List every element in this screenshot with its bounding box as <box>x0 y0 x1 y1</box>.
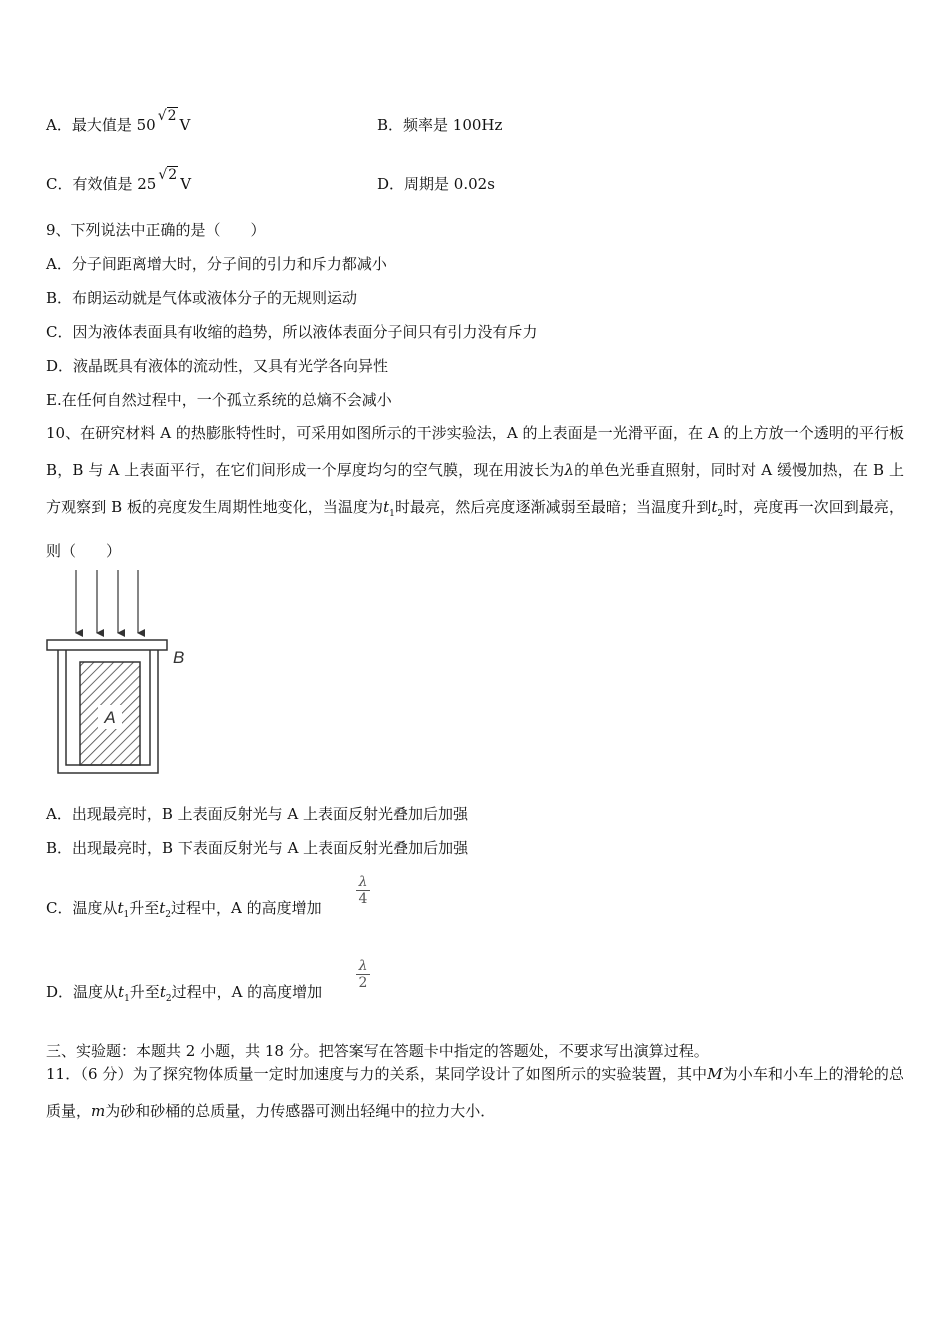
fraction-lambda-over-4: $\frac{\lambda}{4}$ <box>356 874 370 907</box>
sqrt-symbol: √2 <box>157 108 177 124</box>
q10-stem: 10、在研究材料 A 的热膨胀特性时，可采用如图所示的干涉实验法，A 的上表面是一光滑平面，在 A 的上方放一个透明的平行板 B，B 与 A 上表面平行，在它们间形成一个厚度均匀的空气膜，现在用波长为λ的单色光垂直照射，同时对 A 缓慢加热，在 B 上方观察到 B 板的亮度发生周期性地变化，当温度为$t_1$时最亮，然后亮度逐渐减弱至最暗；当温度升到$t_2$时，亮度再一次回到最亮，则（ ） <box>46 424 904 560</box>
section-heading: 三、实验题：本题共 2 小题，共 18 分。把答案写在答题卡中指定的答题处，不要求写出演算过程。 <box>46 1042 709 1060</box>
q9-option-a: A．分子间距离增大时，分子间的引力和斥力都减小 <box>46 255 387 273</box>
q9-option-e: E.在任何自然过程中，一个孤立系统的总熵不会减小 <box>46 391 392 409</box>
label-b: B <box>173 648 185 667</box>
q10-option-b: B．出现最亮时，B 下表面反射光与 A 上表面反射光叠加后加强 <box>46 839 469 857</box>
q11-stem: 11．（6 分）为了探究物体质量一定时加速度与力的关系，某同学设计了如图所示的实验装置，其中M为小车和小车上的滑轮的总质量，m为砂和砂桶的总质量，力传感器可测出轻绳中的拉力大小． <box>46 1065 904 1120</box>
q9-stem: 9、下列说法中正确的是（ ） <box>46 221 266 239</box>
q8-option-d: D．周期是 0.02s <box>377 175 495 193</box>
q9-option-b: B．布朗运动就是气体或液体分子的无规则运动 <box>46 289 358 307</box>
q8-option-a: A．最大值是 50 √2 V <box>46 108 191 134</box>
sqrt-symbol: √2 <box>158 167 178 183</box>
q9-option-c: C．因为液体表面具有收缩的趋势，所以液体表面分子间只有引力没有斥力 <box>46 323 538 341</box>
label-a: A <box>104 708 116 727</box>
q10-option-d: D．温度从$t_1$升至$t_2$过程中，A 的高度增加 <box>46 983 323 1004</box>
fraction-lambda-over-2: $\frac{\lambda}{2}$ <box>356 958 370 991</box>
q8-option-c: C．有效值是 25 √2 V <box>46 167 192 193</box>
light-arrows <box>76 570 138 633</box>
q10-option-c: C．温度从$t_1$升至$t_2$过程中，A 的高度增加 <box>46 899 322 920</box>
interference-apparatus-figure <box>42 565 202 780</box>
q8-option-b: B．频率是 100Hz <box>377 116 503 134</box>
q10-option-a: A．出现最亮时，B 上表面反射光与 A 上表面反射光叠加后加强 <box>46 805 468 823</box>
plate-b <box>47 640 167 650</box>
q9-option-d: D．液晶既具有液体的流动性，又具有光学各向异性 <box>46 357 389 375</box>
